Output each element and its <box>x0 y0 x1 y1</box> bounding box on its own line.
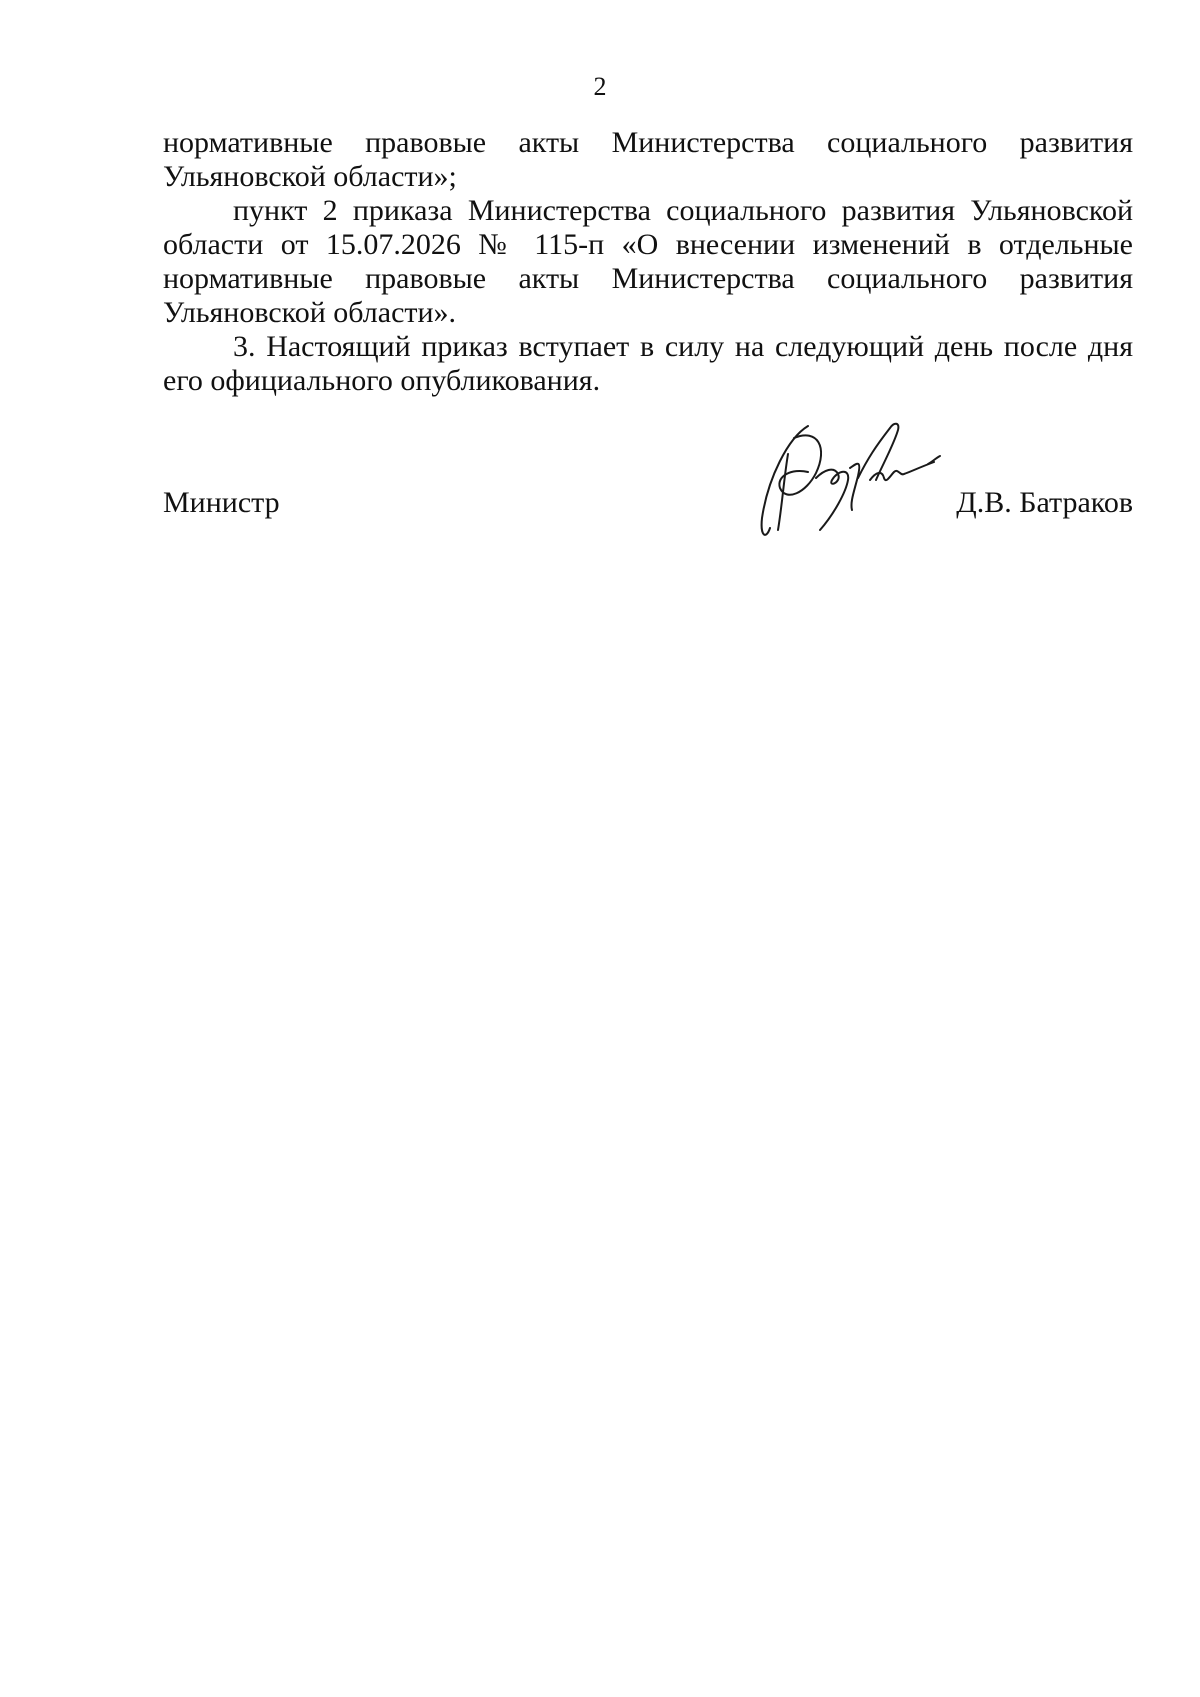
document-body <box>163 126 1133 398</box>
paragraph-item-2: пункт 2 приказа Министерства социального развития Ульяновской области от 15.07.2026 № 115-п «О внесении изменений в отдельные нормативные правовые акты Министерства социального развития Ульяновской области». <box>163 194 1133 329</box>
paragraph-continuation: нормативные правовые акты Министерства социального развития Ульяновской области»; <box>163 126 1133 193</box>
signature-block <box>163 486 1133 546</box>
paragraph-item-3: 3. Настоящий приказ вступает в силу на следующий день после дня его официального опубликования. <box>163 330 1133 397</box>
page-number: 2 <box>593 72 607 101</box>
signer-position: Министр <box>163 486 280 519</box>
signer-name: Д.В. Батраков <box>956 486 1133 519</box>
handwritten-signature-icon <box>758 418 948 548</box>
